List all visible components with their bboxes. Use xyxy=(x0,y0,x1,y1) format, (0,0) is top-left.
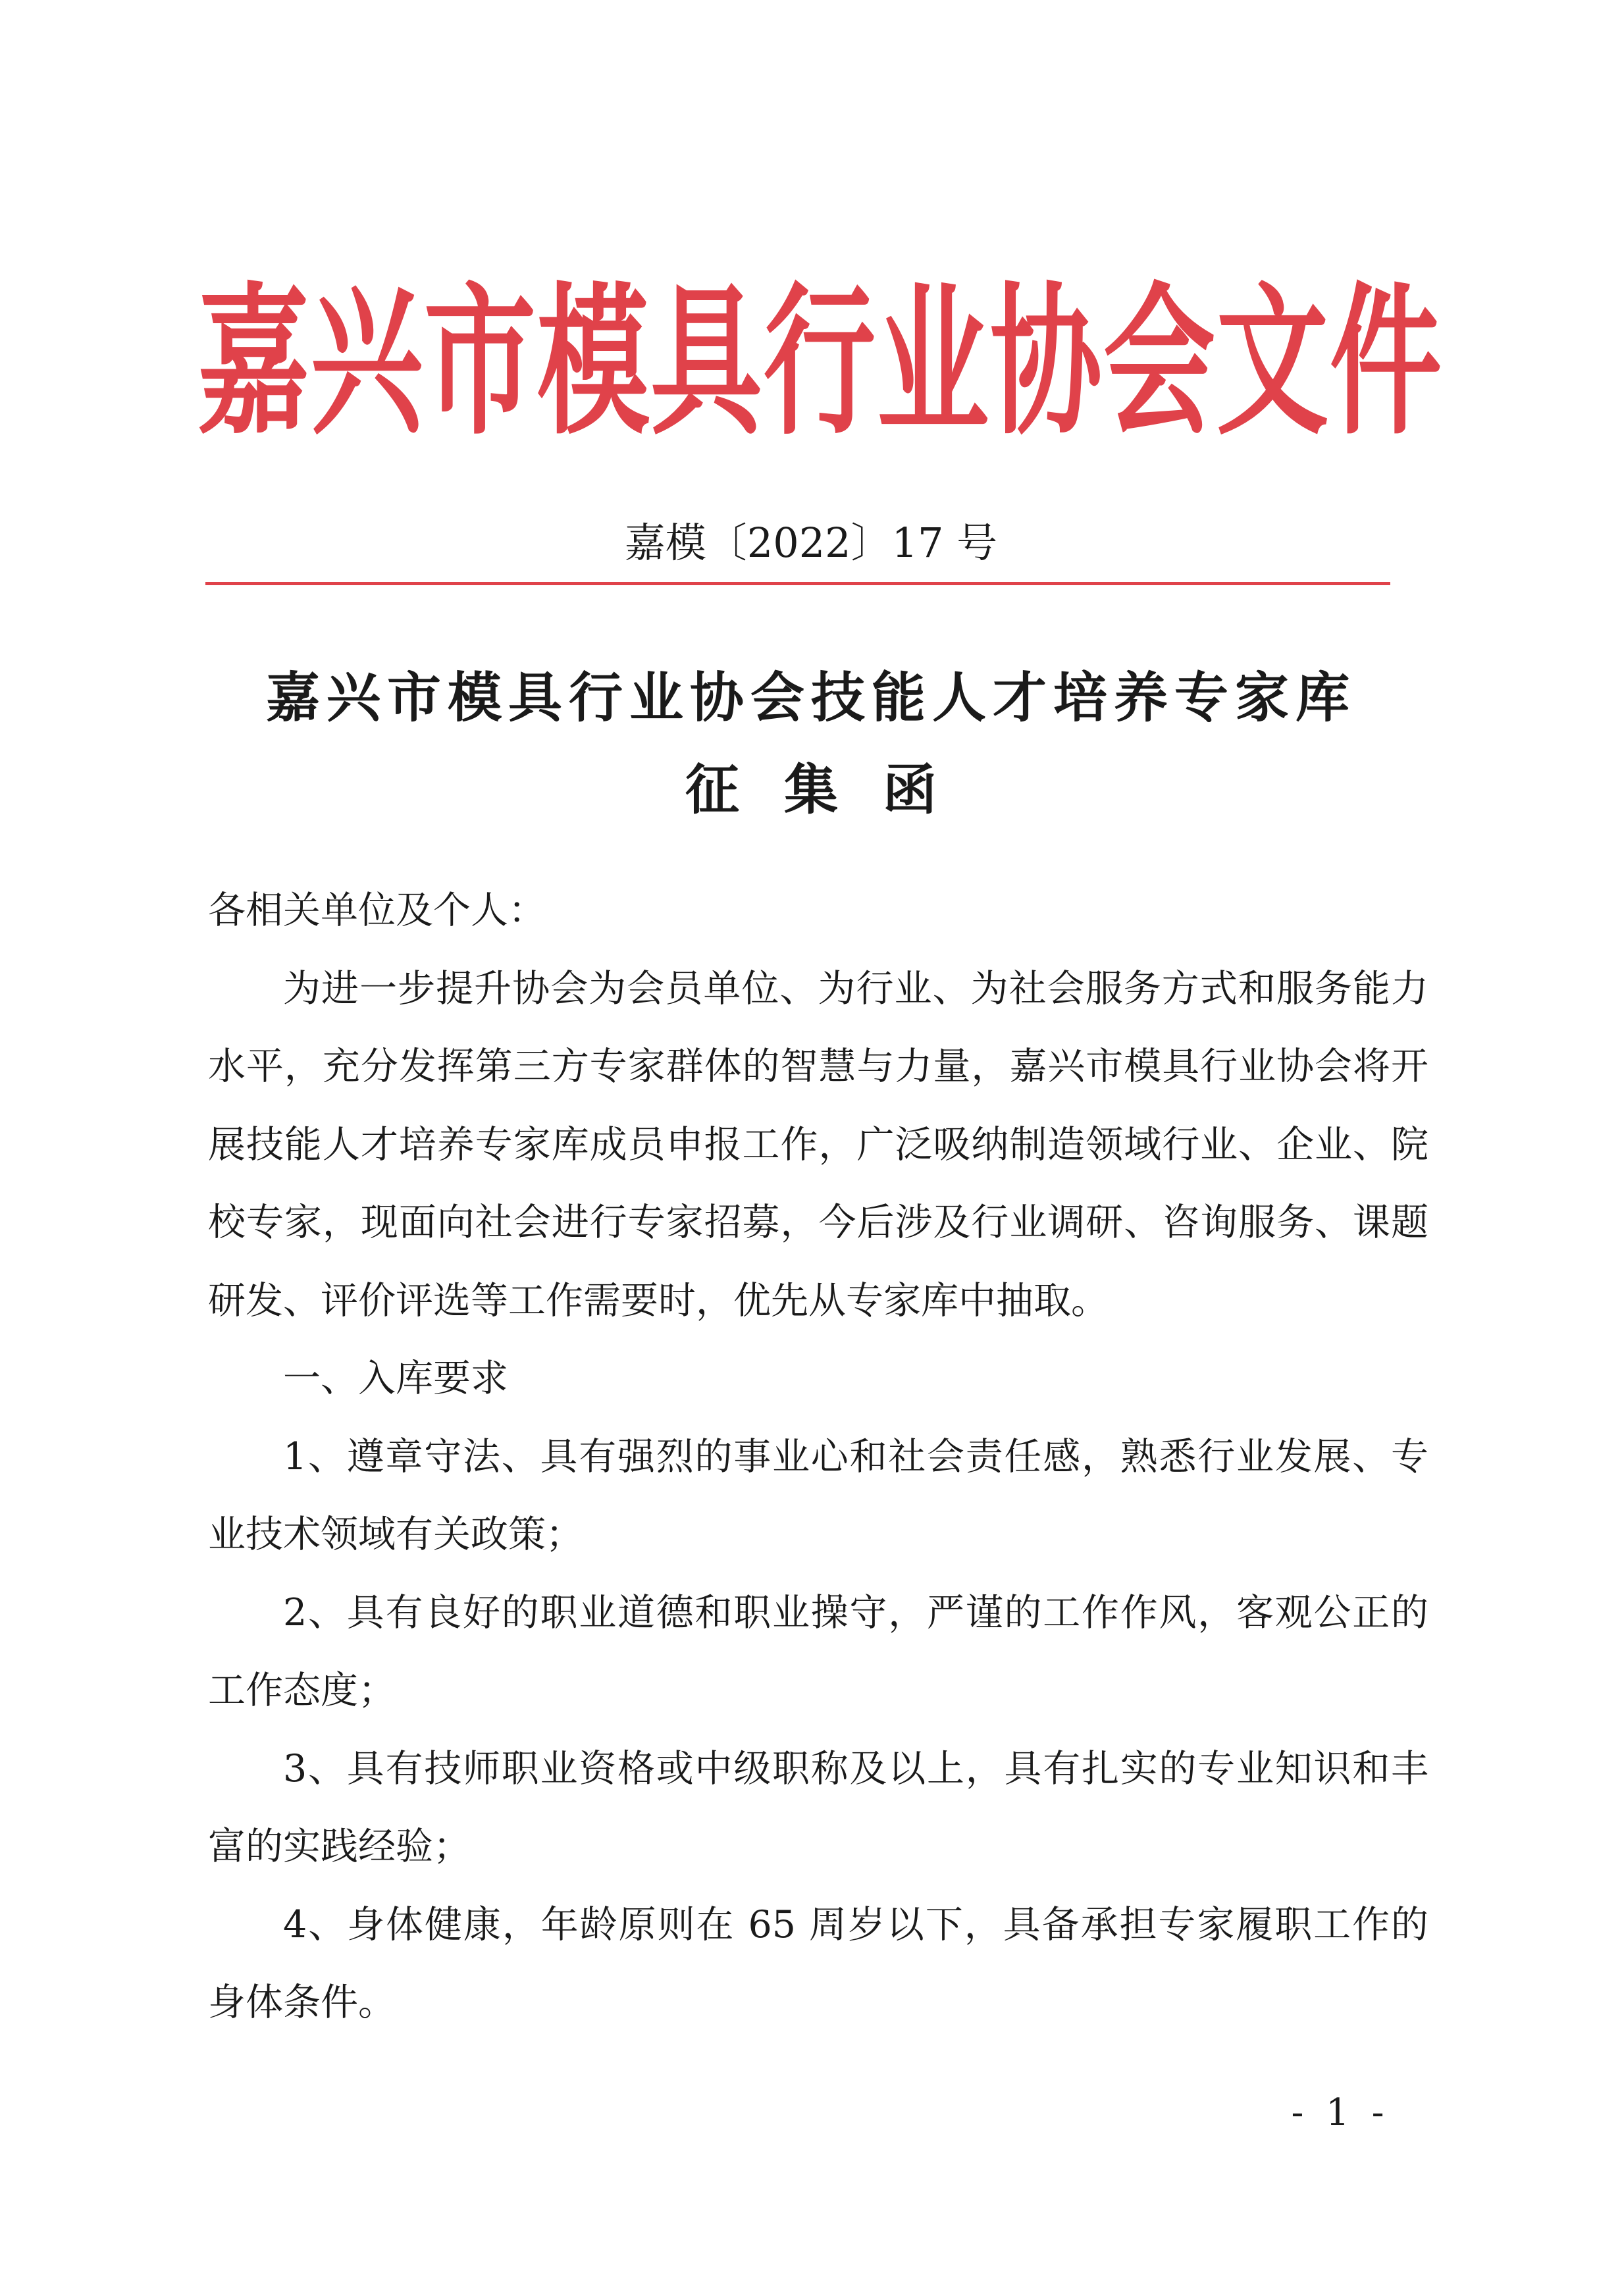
document-subtitle: 征集函 xyxy=(685,758,981,822)
red-divider-line xyxy=(205,582,1390,585)
masthead-title: 嘉兴市模具行业协会文件 xyxy=(197,267,1444,457)
requirement-item: 3、具有技师职业资格或中级职称及以上，具有扎实的专业知识和丰富的实践经验； xyxy=(208,1746,1428,1868)
requirement-item: 4、身体健康，年龄原则在 65 周岁以下，具备承担专家履职工作的身体条件。 xyxy=(208,1902,1428,2024)
requirement-item: 2、具有良好的职业道德和职业操守，严谨的工作作风，客观公正的工作态度； xyxy=(208,1590,1428,1712)
intro-paragraph: 为进一步提升协会为会员单位、为行业、为社会服务方式和服务能力水平，充分发挥第三方专家群体的智慧与力量，嘉兴市模具行业协会将开展技能人才培养专家库成员申报工作，广泛吸纳制造领域行业、企业、院校专家，现面向社会进行专家招募，今后涉及行业调研、咨询服务、课题研发、评价评选等工作需要时，优先从专家库中抽取。 xyxy=(208,966,1428,1322)
document-number: 嘉模〔2022〕17 号 xyxy=(624,519,998,567)
section-heading: 一、入库要求 xyxy=(283,1357,508,1400)
document-title: 嘉兴市模具行业协会技能人才培养专家库 xyxy=(265,666,1356,729)
page-number: - 1 - xyxy=(1291,2091,1390,2134)
salutation: 各相关单位及个人： xyxy=(208,889,546,932)
requirement-item: 1、遵章守法、具有强烈的事业心和社会责任感，熟悉行业发展、专业技术领域有关政策； xyxy=(208,1434,1428,1556)
document-body xyxy=(208,872,1428,2042)
